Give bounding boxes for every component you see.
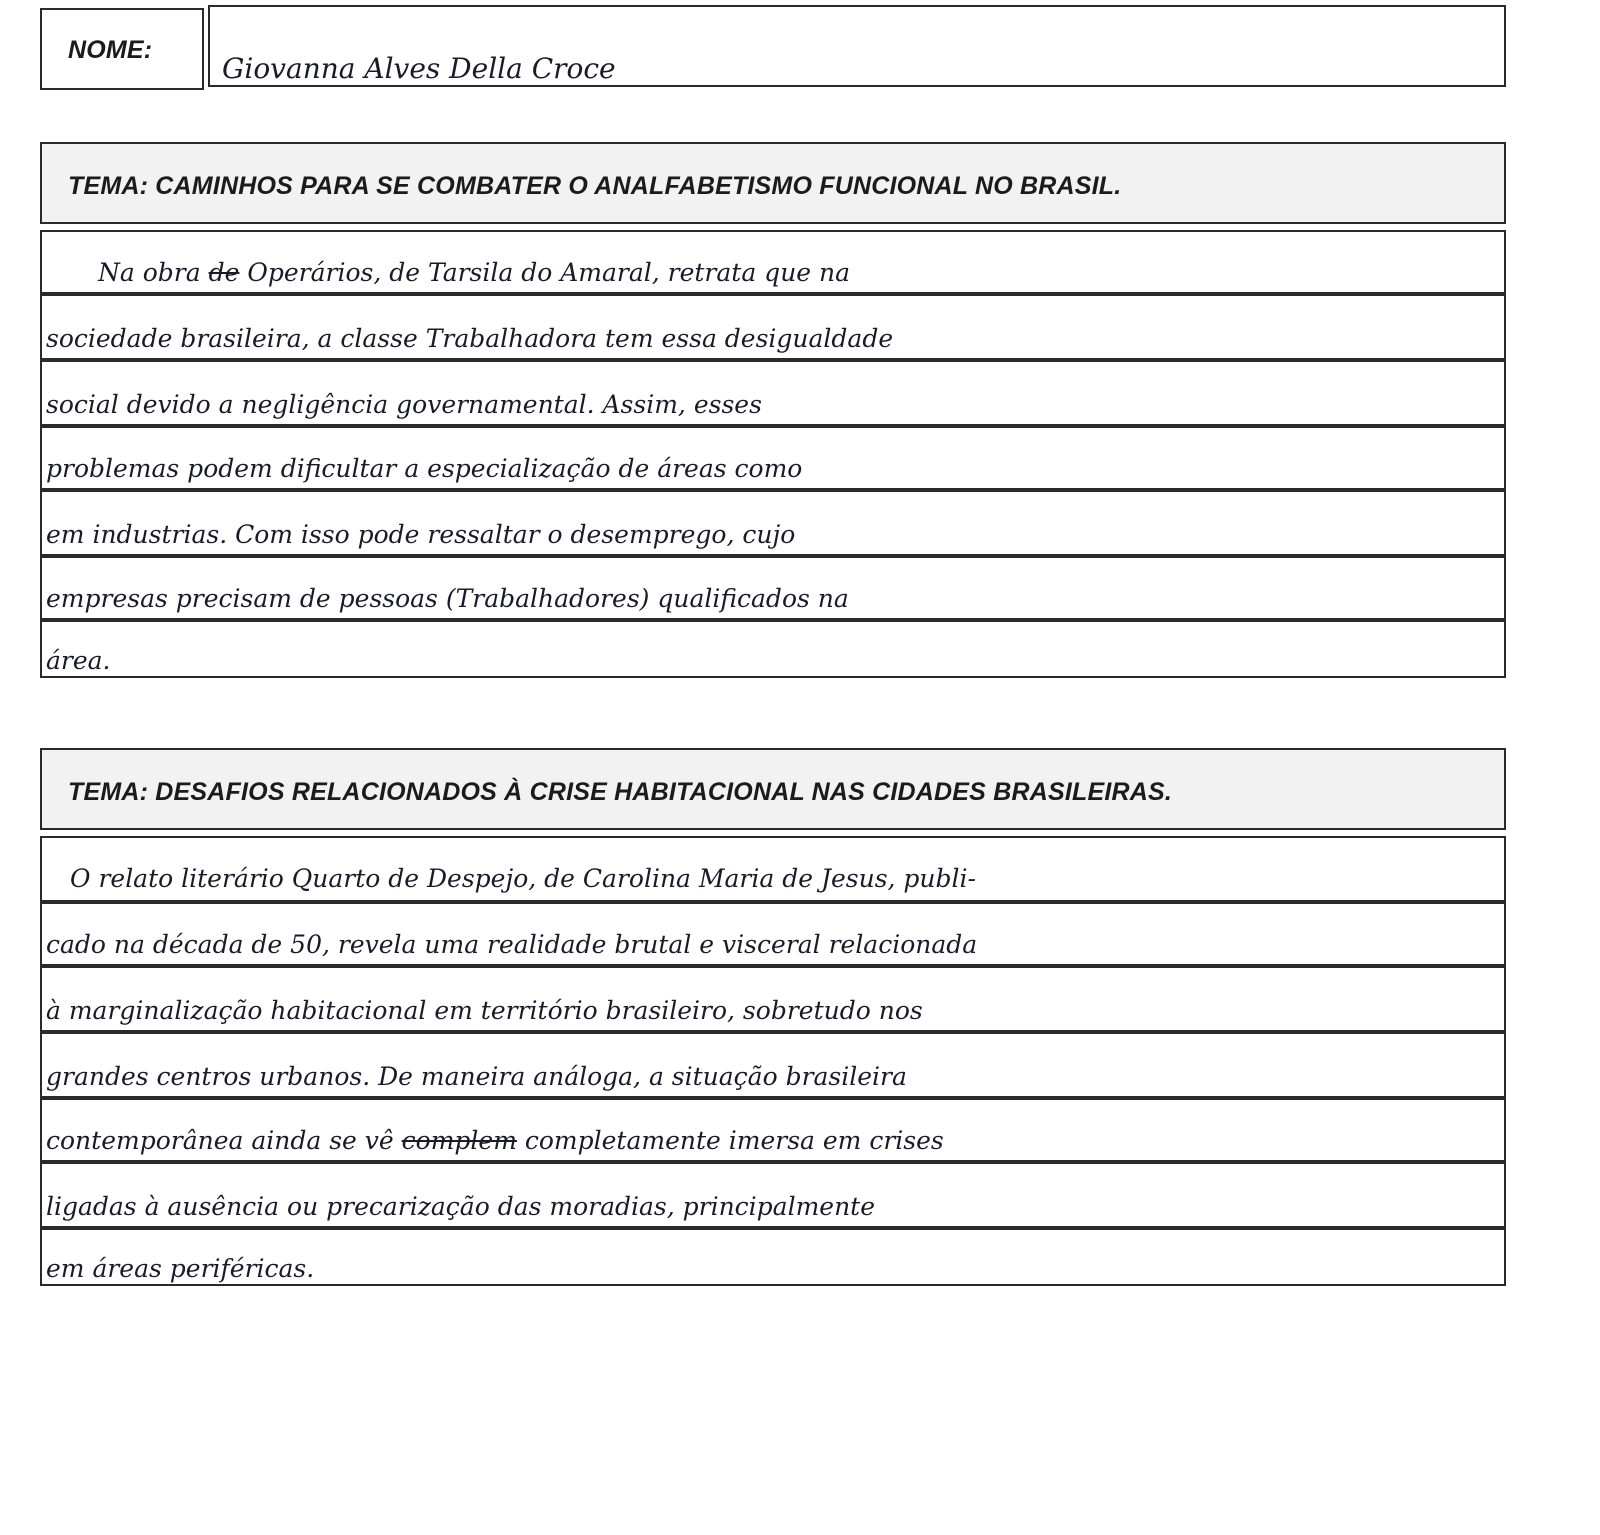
theme-2-bar [40,748,1506,830]
essay-2-text-6: ligadas à ausência ou precarização das moradias, principalmente [46,1192,876,1221]
theme-1-title: TEMA: CAMINHOS PARA SE COMBATER O ANALFABETISMO FUNCIONAL NO BRASIL. [68,172,1122,200]
name-label-box [40,8,204,90]
student-name: Giovanna Alves Della Croce [222,52,616,85]
essay-1-line-1 [40,230,1506,294]
essay-1-line-3 [40,360,1506,426]
essay-2-text-5: contemporânea ainda se vê complem completamente imersa em crises [46,1126,944,1155]
essay-1-line-6 [40,556,1506,620]
essay-1-text-4: problemas podem dificultar a especialização de áreas como [46,454,803,483]
struck-word: de [208,258,240,287]
essay-2-text-3: à marginalização habitacional em território brasileiro, sobretudo nos [46,996,923,1025]
essay-2-text-2: cado na década de 50, revela uma realidade brutal e visceral relacionada [46,930,978,959]
name-label: NOME: [68,36,153,64]
essay-1-line-4 [40,426,1506,490]
essay-1-line-7 [40,620,1506,678]
essay-2-text-1: O relato literário Quarto de Despejo, de Carolina Maria de Jesus, publi- [70,864,976,893]
essay-1-text-3: social devido a negligência governamental. Assim, esses [46,390,762,419]
essay-1-text-2: sociedade brasileira, a classe Trabalhadora tem essa desigualdade [46,324,894,353]
essay-1-line-2 [40,294,1506,360]
essay-2-line-3 [40,966,1506,1032]
essay-2-text-4: grandes centros urbanos. De maneira análoga, a situação brasileira [46,1062,907,1091]
essay-1-text-5: em industrias. Com isso pode ressaltar o desemprego, cujo [46,520,796,549]
essay-2-line-4 [40,1032,1506,1098]
name-field [208,5,1506,87]
essay-2-line-6 [40,1162,1506,1228]
essay-2-line-1 [40,836,1506,902]
essay-2-text-7: em áreas periféricas. [46,1254,315,1283]
theme-2-title: TEMA: DESAFIOS RELACIONADOS À CRISE HABITACIONAL NAS CIDADES BRASILEIRAS. [68,778,1173,806]
theme-1-bar [40,142,1506,224]
essay-1-line-5 [40,490,1506,556]
essay-1-text-7: área. [46,646,111,675]
essay-2-line-7 [40,1228,1506,1286]
essay-1-text-1: Na obra de Operários, de Tarsila do Amaral, retrata que na [98,258,851,287]
essay-2-line-2 [40,902,1506,966]
struck-word: complem [401,1126,517,1155]
essay-1-text-6: empresas precisam de pessoas (Trabalhadores) qualificados na [46,584,849,613]
essay-2-line-5 [40,1098,1506,1162]
